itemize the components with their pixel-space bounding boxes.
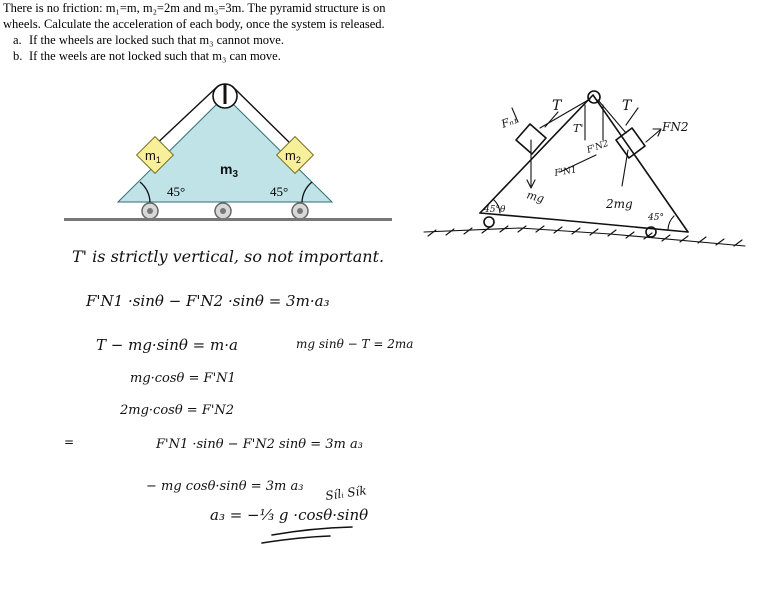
sketch-label-fn2: FN2 <box>662 120 689 134</box>
sketch-label-angle-left: 45°θ <box>484 205 506 215</box>
sketch-label-t-left: T <box>552 98 562 114</box>
note-line-6: F'N1 ·sinθ − F'N2 sinθ = 3m a₃ <box>156 437 363 452</box>
sketch-label-2mg: 2mg <box>606 197 633 211</box>
note-underline-1 <box>272 527 352 535</box>
note-line-1: T' is strictly vertical, so not important. <box>72 247 385 266</box>
arrow-2mg <box>622 150 628 186</box>
angle-left-label: 45° <box>167 184 186 199</box>
part-a-text: If the wheels are locked such that m₃ cannot move. <box>29 33 284 47</box>
wheel-right-icon <box>292 203 308 219</box>
sketch-label-fn1: Fₙ₁ <box>499 112 520 131</box>
note-line-2: F'N1 ·sinθ − F'N2 ·sinθ = 3m·a₃ <box>86 292 330 310</box>
note-line-7b: Sílᵢ Sík <box>324 483 368 503</box>
sketch-ground <box>424 228 745 246</box>
wheel-left-icon <box>142 203 158 219</box>
note-line-5: 2mg·cosθ = F'N2 <box>120 403 235 418</box>
sketch-ground-hatch <box>428 226 742 246</box>
part-b-text: If the weels are not locked such that m₃ can move. <box>29 49 281 63</box>
problem-line-1: There is no friction: m₁=m, m₂=2m and m₃=3m. The pyramid structure is on <box>3 1 386 15</box>
sketch-label-fn1-prime: F'N1 <box>553 165 578 179</box>
note-line-3b: mg sinθ − T = 2ma <box>296 337 414 351</box>
note-underline-2 <box>262 536 330 543</box>
part-a-letter: a. <box>13 33 22 47</box>
note-line-7: − mg cosθ·sinθ = 3m a₃ <box>146 479 304 494</box>
sketch-block-m2 <box>616 128 645 158</box>
angle-right-label: 45° <box>270 184 289 199</box>
part-b-letter: b. <box>13 49 23 63</box>
pyramid-diagram <box>64 84 392 221</box>
problem-line-2: wheels. Calculate the acceleration of each body, once the system is released. <box>3 17 385 31</box>
note-line-3: T − mg·sinθ = m·a <box>96 336 238 354</box>
free-body-sketch <box>424 91 745 246</box>
sketch-label-angle-right: 45° <box>648 213 664 223</box>
pyramid-m3-label: $m_3$ <box>220 161 239 180</box>
block-m1-label: $m_1$ <box>145 148 161 165</box>
sketch-label-t-right: T <box>622 98 632 114</box>
ground-line <box>64 218 392 221</box>
block-m2-label: $m_2$ <box>285 148 301 165</box>
sketch-label-fn2-prime: F'N2 <box>585 138 611 156</box>
note-line-8: a₃ = −⅓ g ·cosθ·sinθ <box>210 506 369 524</box>
note-dash: = <box>64 435 75 449</box>
handwritten-notes <box>64 247 413 543</box>
note-line-4: mg·cosθ = F'N1 <box>130 371 236 386</box>
sketch-wheel-left-icon <box>484 217 494 227</box>
sketch-label-t-prime: T' <box>573 122 584 135</box>
arrow-t-left <box>545 112 558 127</box>
sketch-label-mg: mg <box>525 188 546 206</box>
wheel-middle-icon <box>215 203 231 219</box>
